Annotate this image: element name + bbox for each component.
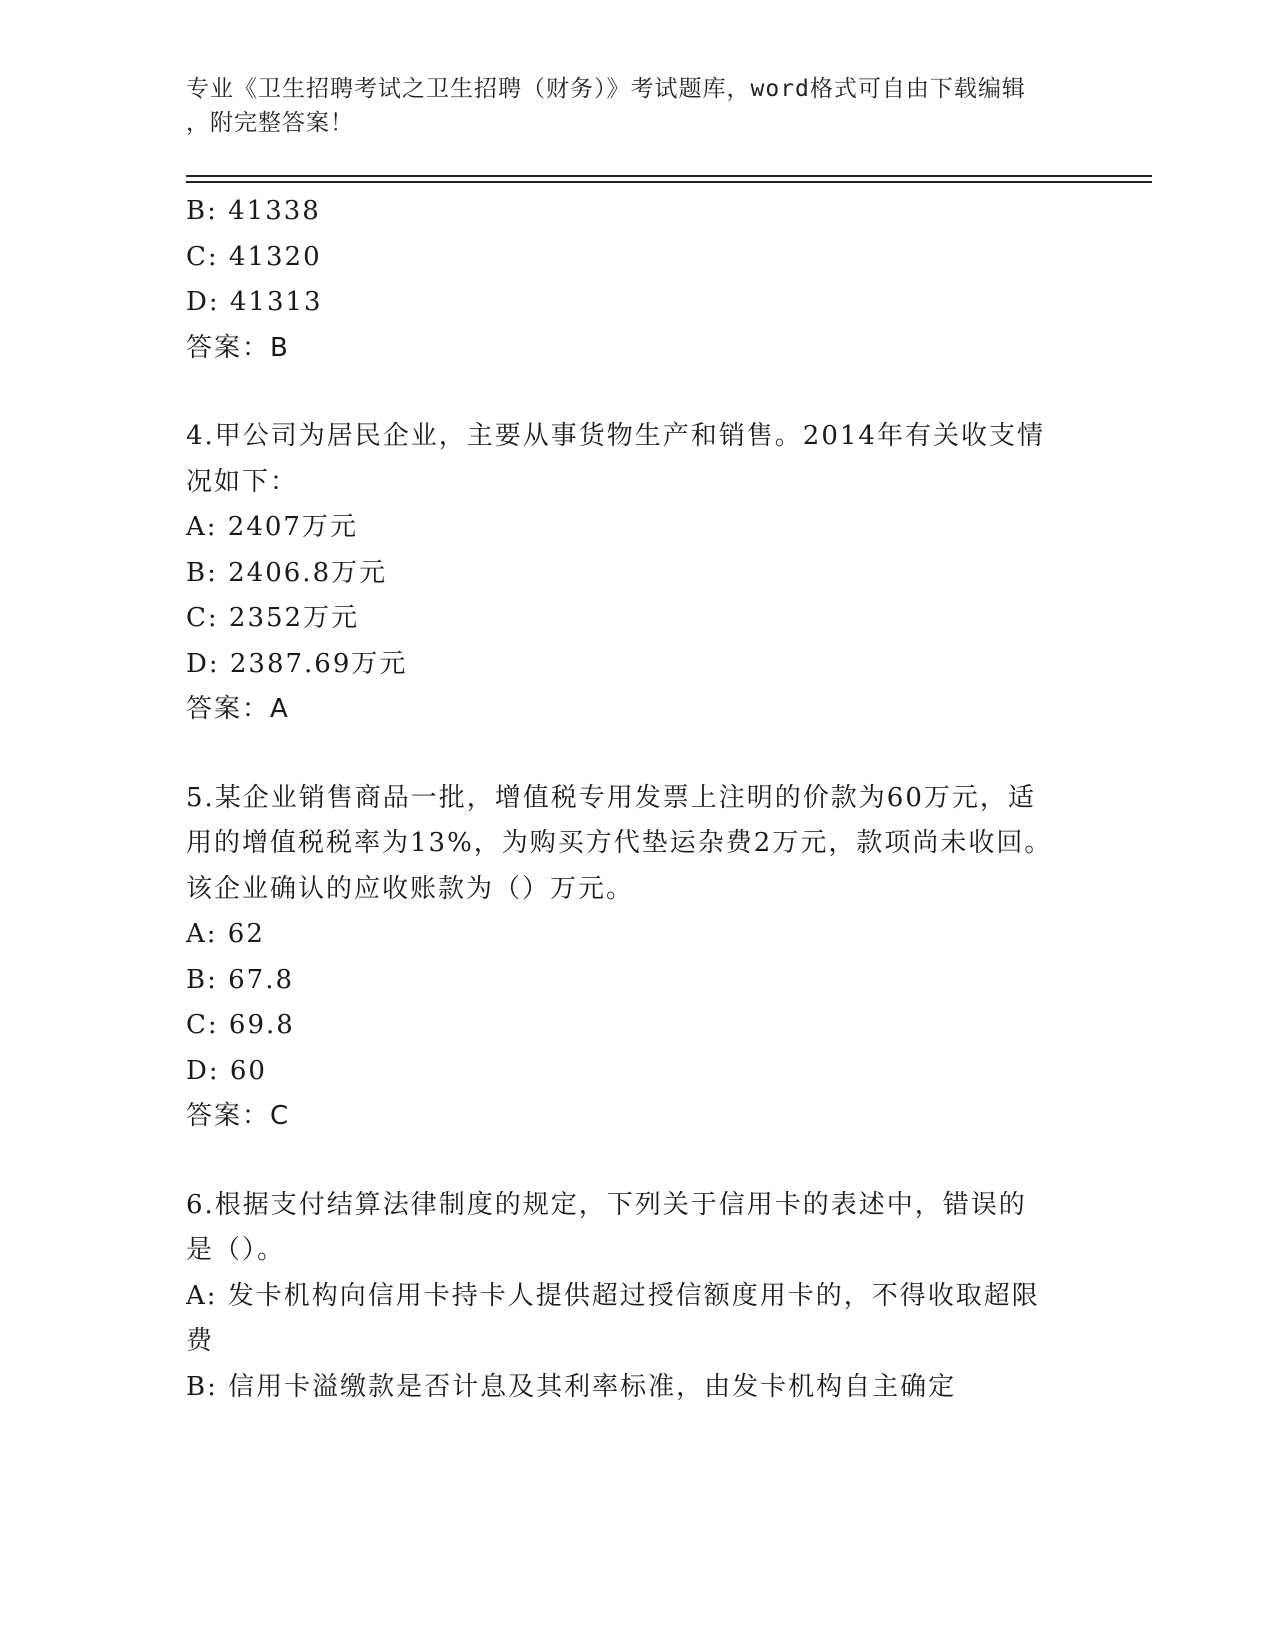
question-stem-line: 况如下： — [186, 466, 299, 497]
answer: 答案：A — [186, 694, 290, 724]
option-c: C: 2352万元 — [186, 603, 360, 633]
header-line-2: ，附完整答案！ — [186, 110, 354, 136]
option-c: C: 41320 — [186, 241, 322, 272]
document-body — [186, 189, 1066, 1410]
option-a: A: 发卡机构向信用卡持卡人提供超过授信额度用卡的，不得收取超限 — [186, 1280, 1040, 1311]
question-stem-line: 是（）。 — [186, 1235, 286, 1265]
spacer — [186, 1140, 1066, 1183]
question-3 — [186, 189, 1066, 371]
option-d: D: 2387.69万元 — [186, 648, 408, 679]
header-rule-bottom — [186, 181, 1152, 183]
option-b: B: 41338 — [186, 196, 321, 226]
spacer — [186, 733, 1066, 776]
option-d: D: 60 — [186, 1055, 267, 1086]
option-b: B: 信用卡溢缴款是否计息及其利率标准，由发卡机构自主确定 — [186, 1371, 957, 1402]
header-line-1: 专业《卫生招聘考试之卫生招聘（财务）》考试题库，word格式可自由下载编辑 — [186, 76, 1026, 102]
question-stem-line: 该企业确认的应收账款为（）万元。 — [186, 873, 635, 904]
question-stem-line: 用的增值税税率为13%，为购买方代垫运杂费2万元，款项尚未收回。 — [186, 828, 1053, 858]
question-stem-line: 6.根据支付结算法律制度的规定，下列关于信用卡的表述中，错误的 — [186, 1189, 1027, 1220]
question-stem-line: 4.甲公司为居民企业，主要从事货物生产和销售。2014年有关收支情 — [186, 421, 1045, 451]
option-c: C: 69.8 — [186, 1010, 295, 1040]
question-stem-line: 5.某企业销售商品一批，增值税专用发票上注明的价款为60万元，适 — [186, 782, 1036, 813]
spacer — [186, 371, 1066, 414]
question-4 — [186, 414, 1066, 733]
document-header — [186, 72, 1066, 140]
option-d: D: 41313 — [186, 287, 323, 317]
option-a-continued: 费 — [186, 1326, 215, 1356]
option-a: A: 2407万元 — [186, 512, 358, 542]
option-b: B: 2406.8万元 — [186, 557, 388, 588]
question-5 — [186, 776, 1066, 1140]
option-b: B: 67.8 — [186, 964, 295, 995]
answer: 答案：C — [186, 1101, 291, 1131]
question-6 — [186, 1183, 1066, 1411]
option-a: A: 62 — [186, 919, 265, 949]
header-rule-top — [186, 175, 1152, 177]
answer: 答案：B — [186, 332, 290, 363]
